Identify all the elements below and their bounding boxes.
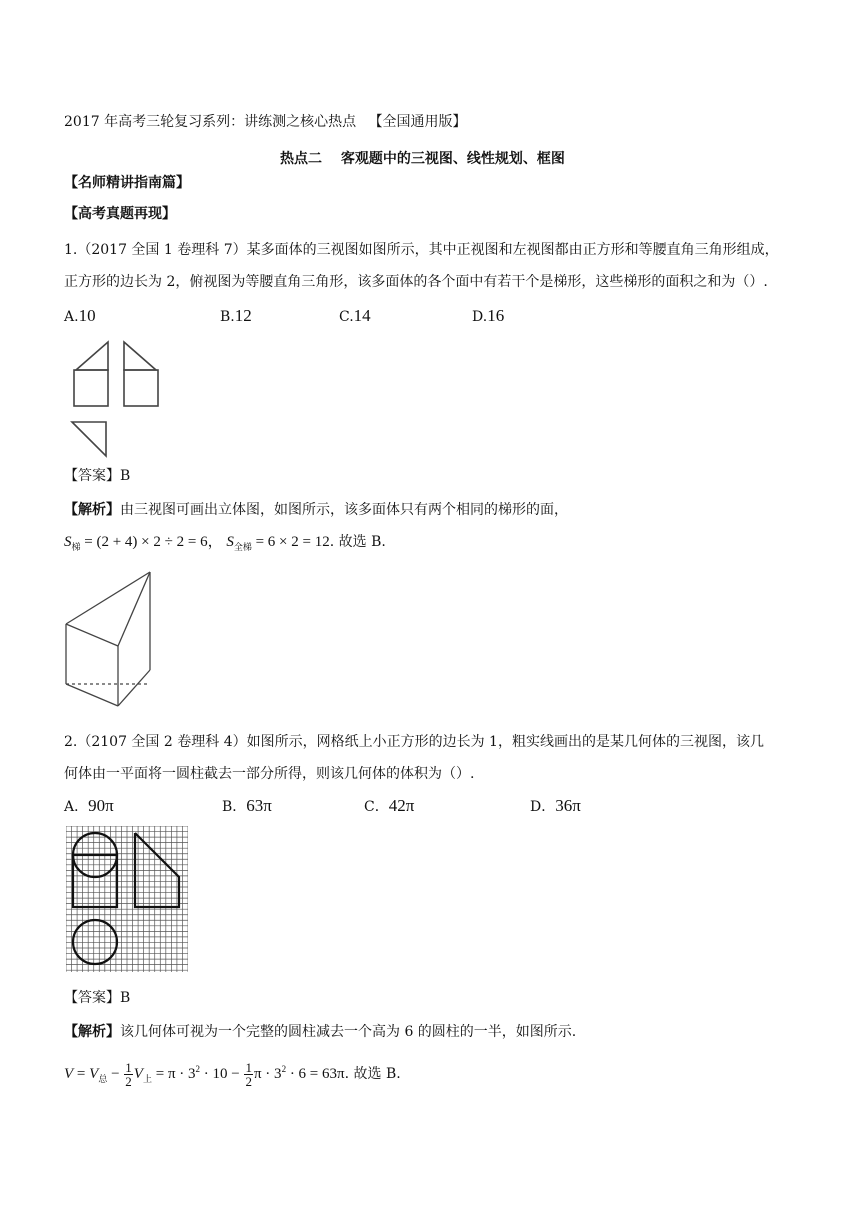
q1-line2: 正方形的边长为 2，俯视图为等腰直角三角形，该多面体的各个面中有若干个是梯形，这些梯形的面积之和为（）.	[64, 274, 768, 290]
side-view-square	[124, 370, 158, 406]
q1-option-d: D.16	[472, 306, 505, 325]
q1-solid-figure	[62, 566, 162, 716]
q2-line1: 2.（2107 全国 2 卷理科 4）如图所示，网格纸上小正方形的边长为 1，粗实线画出的是某几何体的三视图，该几	[64, 734, 764, 750]
q1-option-c: C.14	[339, 306, 371, 325]
q1-line1: 1.（2017 全国 1 卷理科 7）某多面体的三视图如图所示，其中正视图和左视图都由正方形和等腰直角三角形组成，	[64, 242, 779, 258]
q2-formula: $V = V_总$ − $\frac{1}{2}$ $V_上 = \pi \cdot 3^2 \cdot 10$ − $\frac{1}{2}$ $\pi \cdot 3^2 \cdot 6 = 63\pi$. 故选 B.	[64, 1060, 401, 1090]
q2-option-c: C．42π	[364, 796, 415, 815]
front-view-triangle	[76, 342, 108, 370]
q2-option-b: B．63π	[222, 796, 272, 815]
side-view-triangle	[124, 342, 156, 370]
q2-option-d: D．36π	[530, 796, 581, 815]
q2-option-a: A．90π	[64, 796, 114, 815]
q2-grid-three-views-figure	[66, 826, 188, 972]
q1-answer: 【答案】B	[64, 468, 131, 484]
section-real-exam: 【高考真题再现】	[64, 206, 176, 222]
section-guide: 【名师精讲指南篇】	[64, 175, 190, 191]
q2-line2: 何体由一平面将一圆柱截去一部分所得，则该几何体的体积为（）.	[64, 766, 475, 782]
q1-option-b: B.12	[220, 306, 252, 325]
q1-three-views-figure	[64, 338, 164, 460]
q1-analysis: 【解析】由三视图可画出立体图，如图所示，该多面体只有两个相同的梯形的面，	[64, 502, 568, 518]
header-series: 2017 年高考三轮复习系列：讲练测之核心热点	[64, 114, 357, 130]
q2-analysis: 【解析】该几何体可视为一个完整的圆柱减去一个高为 6 的圆柱的一半，如图所示.	[64, 1024, 577, 1040]
q2-answer: 【答案】B	[64, 990, 131, 1006]
q1-formula: $S_梯 = (2 + 4) \times 2 \div 2 = 6$， $S_{全梯} = 6 \times 2 = 12$. 故选 B.	[64, 534, 386, 552]
top-view-triangle	[72, 422, 106, 456]
header-edition: 【全国通用版】	[368, 114, 467, 130]
page-title: 热点二 客观题中的三视图、线性规划、框图	[280, 151, 565, 167]
front-view-square	[74, 370, 108, 406]
q1-option-a: A.10	[64, 306, 96, 325]
header-line	[64, 112, 467, 132]
side-view-outline	[135, 833, 179, 907]
